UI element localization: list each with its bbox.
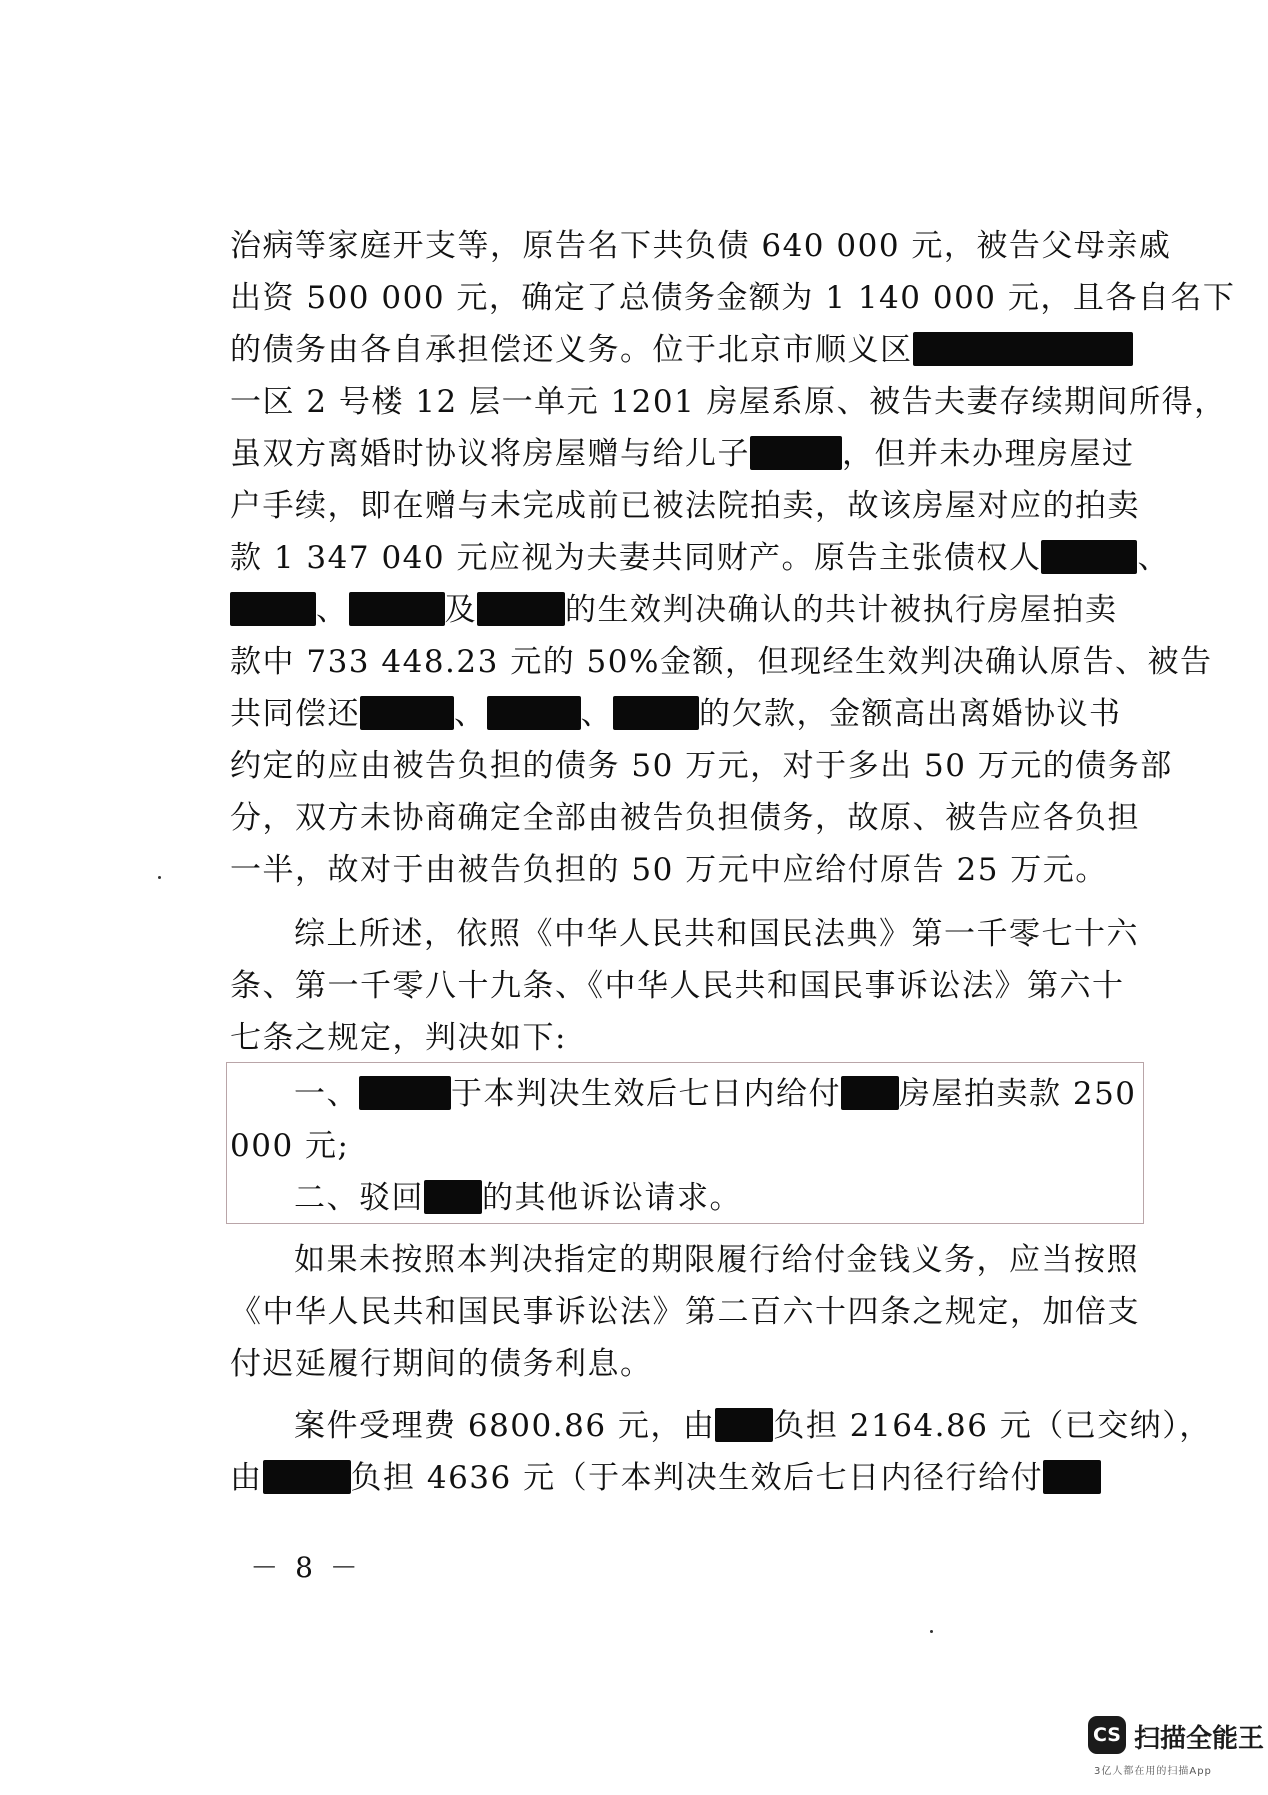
- text-line: 一、 于本判决生效后七日内给付 房屋拍卖款 250: [294, 1076, 1137, 1112]
- text-line: 《中华人民共和国民事诉讼法》第二百六十四条之规定，加倍支: [230, 1294, 1140, 1330]
- text-line: 的债务由各自承担偿还义务。位于北京市顺义区: [230, 324, 1150, 376]
- text-line: 款中 733 448.23 元的 50%金额，但现经生效判决确认原告、被告: [230, 644, 1213, 680]
- redaction-block: [913, 332, 1133, 366]
- text-line: 款 1 347 040 元应视为夫妻共同财产。原告主张债权人 、: [230, 540, 1170, 576]
- redaction-block: [359, 1076, 451, 1110]
- text-line: 出资 500 000 元，确定了总债务金额为 1 140 000 元，且各自名下: [230, 280, 1236, 316]
- text-line: 条、第一千零八十九条、《中华人民共和国民事诉讼法》第六十: [230, 968, 1125, 1004]
- text-line: 付迟延履行期间的债务利息。: [230, 1346, 653, 1382]
- page-number: － 8 －: [250, 1551, 362, 1584]
- text-line: 一半，故对于由被告负担的 50 万元中应给付原告 25 万元。: [230, 852, 1108, 888]
- text-line: 由 负担 4636 元（于本判决生效后七日内径行给付: [230, 1452, 1150, 1504]
- text-line: 如果未按照本判决指定的期限履行给付金钱义务，应当按照: [294, 1242, 1139, 1278]
- text-line: 综上所述，依照《中华人民共和国民法典》第一千零七十六: [294, 916, 1139, 952]
- text-line: 二、驳回 的其他诉讼请求。: [294, 1180, 742, 1216]
- redaction-block: [750, 436, 842, 470]
- redaction-block: [424, 1180, 482, 1214]
- text-line: 、 及 的生效判决确认的共计被执行房屋拍卖: [230, 584, 1150, 636]
- redaction-block: [349, 592, 445, 626]
- text-line: 分，双方未协商确定全部由被告负担债务，故原、被告应各负担: [230, 800, 1140, 836]
- text-line: 000 元;: [230, 1128, 350, 1164]
- text-line: 约定的应由被告负担的债务 50 万元，对于多出 50 万元的债务部: [230, 748, 1173, 784]
- redaction-block: [360, 696, 454, 730]
- text-line: 户手续，即在赠与未完成前已被法院拍卖，故该房屋对应的拍卖: [230, 488, 1140, 524]
- redaction-block: [263, 1460, 351, 1494]
- redaction-block: [715, 1408, 773, 1442]
- scan-speck: [930, 1630, 933, 1633]
- text-line: 七条之规定，判决如下:: [230, 1020, 567, 1056]
- redaction-block: [841, 1076, 899, 1110]
- text-line: 共同偿还 、 、 的欠款，金额高出离婚协议书: [230, 696, 1122, 732]
- redaction-block: [1043, 1460, 1101, 1494]
- scanner-watermark: [1088, 1716, 1265, 1788]
- redaction-block: [1041, 540, 1137, 574]
- text-line: 一区 2 号楼 12 层一单元 1201 房屋系原、被告夫妻存续期间所得，: [230, 384, 1227, 420]
- watermark-tagline: 3亿人都在用的扫描App: [1094, 1766, 1212, 1777]
- redaction-block: [487, 696, 581, 730]
- scan-speck: [158, 876, 161, 879]
- watermark-name: 扫描全能王: [1134, 1724, 1265, 1754]
- text-line: 案件受理费 6800.86 元，由 负担 2164.86 元（已交纳），: [294, 1408, 1212, 1444]
- redaction-block: [613, 696, 699, 730]
- text-line: 虽双方离婚时协议将房屋赠与给儿子 ，但并未办理房屋过: [230, 436, 1135, 472]
- redaction-block: [230, 592, 316, 626]
- text-line: 治病等家庭开支等，原告名下共负债 640 000 元，被告父母亲戚: [230, 228, 1172, 264]
- redaction-block: [477, 592, 565, 626]
- camscanner-logo-icon: CS: [1088, 1716, 1126, 1754]
